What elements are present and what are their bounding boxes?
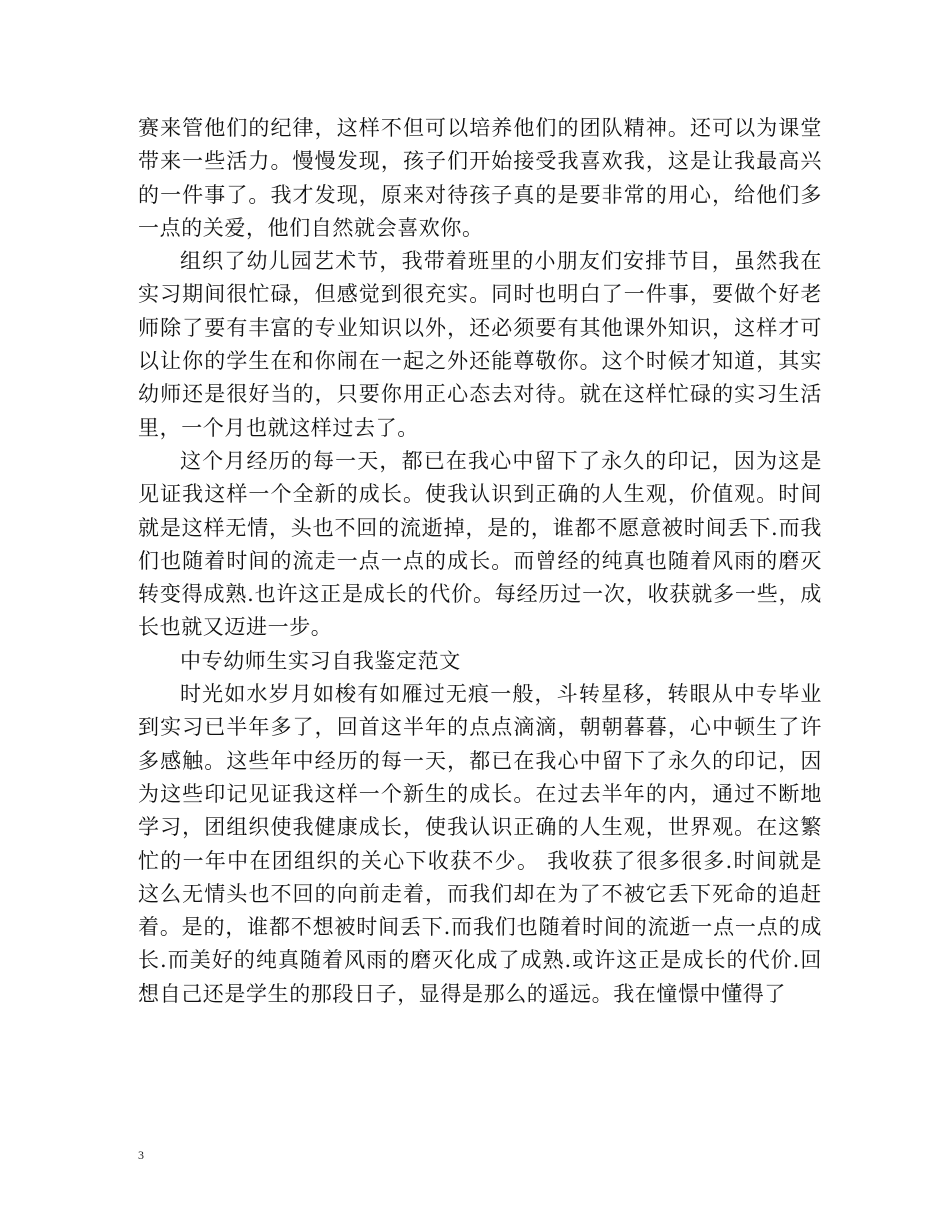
- section-heading: 中专幼师生实习自我鉴定范文: [180, 648, 461, 673]
- paragraph-2: 组织了幼儿园艺术节，我带着班里的小朋友们安排节目，虽然我在实习期间很忙碌，但感觉到很充实。同时也明白了一件事，要做个好老师除了要有丰富的专业知识以外，还必须要有其他课外知识，这样才可以让你的学生在和你闹在一起之外还能尊敬你。这个时候才知道，其实幼师还是很好当的，只要你用正心态去对待。就在这样忙碌的实习生活里，一个月也就这样过去了。: [138, 249, 822, 440]
- paragraph-4: 时光如水岁月如梭有如雁过无痕一般，斗转星移，转眼从中专毕业到实习已半年多了，回首这半年的点点滴滴，朝朝暮暮，心中顿生了许多感触。这些年中经历的每一天，都已在我心中留下了永久的印记，因为这些印记见证我这样一个新生的成长。在过去半年的内，通过不断地学习，团组织使我健康成长，使我认识正确的人生观，世界观。在这繁忙的一年中在团组织的关心下收获不少。 我收获了很多很多.时间就是这么无情头也不回的向前走着，而我们却在为了不被它丢下死命的追赶着。是的，谁都不想被时间丢下.而我们也随着时间的流逝一点一点的成长.而美好的纯真随着风雨的磨灭化成了成熟.或许这正是成长的代价.回想自己还是学生的那段日子，显得是那么的遥远。我在憧憬中懂得了: [138, 682, 822, 1006]
- paragraph-1: 赛来管他们的纪律，这样不但可以培养他们的团队精神。还可以为课堂带来一些活力。慢慢发现，孩子们开始接受我喜欢我，这是让我最高兴的一件事了。我才发现，原来对待孩子真的是要非常的用心，给他们多一点的关爱，他们自然就会喜欢你。: [138, 116, 822, 240]
- document-body: [138, 112, 822, 1011]
- paragraph-3: 这个月经历的每一天，都已在我心中留下了永久的印记，因为这是见证我这样一个全新的成长。使我认识到正确的人生观，价值观。时间就是这样无情，头也不回的流逝掉，是的，谁都不愿意被时间丢下.而我们也随着时间的流走一点一点的成长。而曾经的纯真也随着风雨的磨灭转变得成熟.也许这正是成长的代价。每经历过一次，收获就多一些，成长也就又迈进一步。: [138, 448, 822, 640]
- page-number: 3: [138, 1148, 144, 1162]
